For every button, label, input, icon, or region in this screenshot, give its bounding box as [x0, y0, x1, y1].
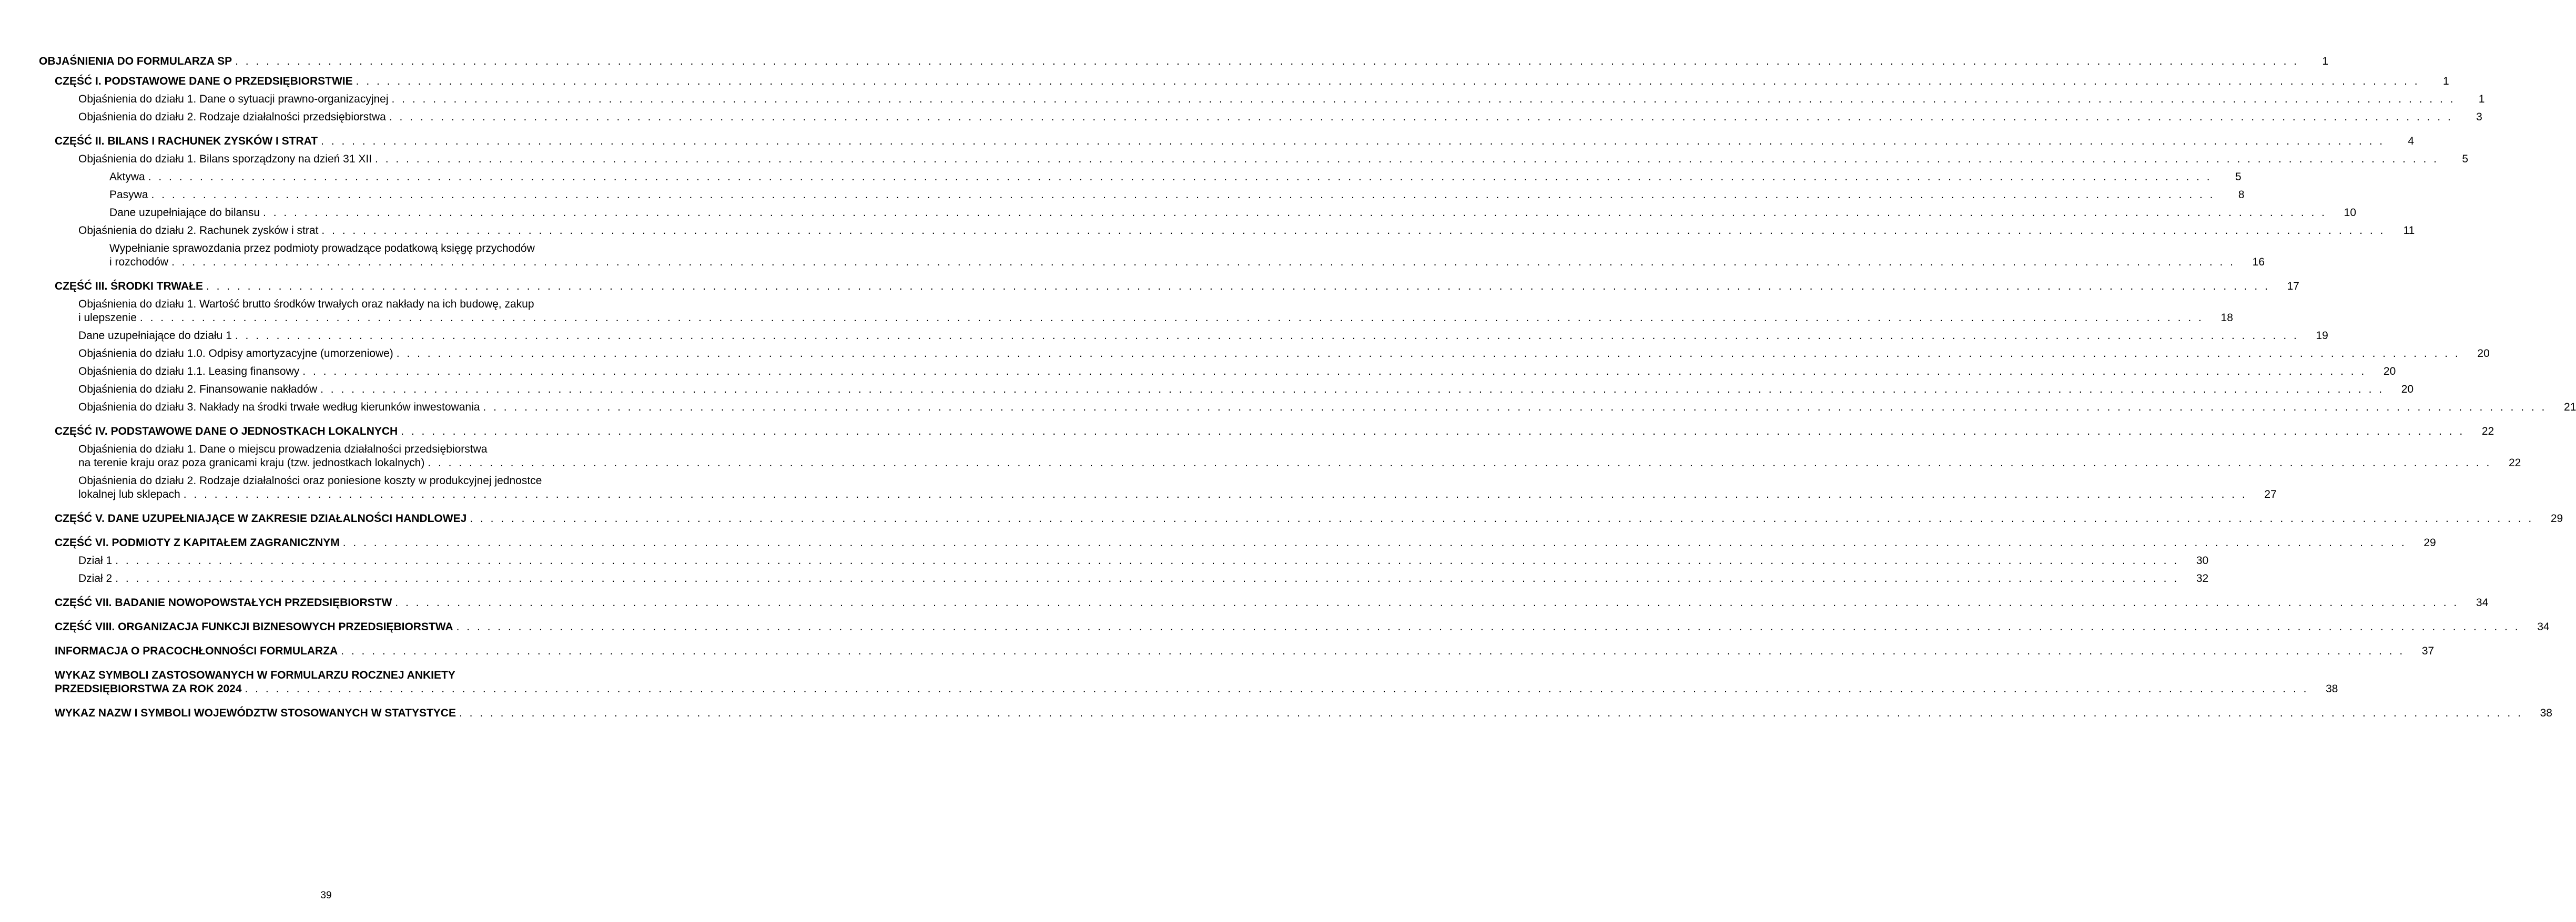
- dot-leader: . . . . . . . . . . . . . . . . . . . . . . . . . . . . . . . . . . . . . . . . . . . . . . . . . . . . . . . . . . . . . . . . . . . . . . . . . . . . . . . . . . . . . . . . . . . . . . . . . . . . . . . . . . . . . . . . . . . . . . . . . . . . . . . . . . . . . . . . . . . . . . . . . . . . . . . . . . . . . . . . . . . . . . . . . . . . . . . . . . . . . . . . . . . . . . . . . . . . . . . .: [321, 224, 2386, 237]
- dot-leader: . . . . . . . . . . . . . . . . . . . . . . . . . . . . . . . . . . . . . . . . . . . . . . . . . . . . . . . . . . . . . . . . . . . . . . . . . . . . . . . . . . . . . . . . . . . . . . . . . . . . . . . . . . . . . . . . . . . . . . . . . . . . . . . . . . . . . . . . . . . . . . . . . . . . . . . . . . . . . . . . . . . . . . . . . . . . . . . . . . . . . . . . . . . . . . . . . . . . . . . .: [148, 171, 2212, 183]
- toc-entry-page-number: 29: [2550, 513, 2563, 525]
- toc-entry[interactable]: [55, 425, 2494, 438]
- toc-entry-title: Pasywa: [109, 189, 148, 201]
- toc-entry-page-number: 27: [2264, 488, 2277, 500]
- toc-entry[interactable]: [78, 443, 2521, 470]
- toc-entry[interactable]: [78, 93, 2485, 106]
- toc-entry-title: Dział 2: [78, 572, 113, 585]
- dot-leader: . . . . . . . . . . . . . . . . . . . . . . . . . . . . . . . . . . . . . . . . . . . . . . . . . . . . . . . . . . . . . . . . . . . . . . . . . . . . . . . . . . . . . . . . . . . . . . . . . . . . . . . . . . . . . . . . . . . . . . . . . . . . . . . . . . . . . . . . . . . . . . . . . . . . . . . . . . . . . . . . . . . . . . . . . . . . . . . . . . . . . . . . . . . . . . . . . . . . . . . .: [171, 256, 2236, 268]
- toc-entry[interactable]: [55, 669, 2338, 696]
- toc-entry-page-number: 16: [2252, 256, 2265, 268]
- toc-entry-page-number: 5: [2235, 171, 2242, 183]
- toc-entry-title: Dane uzupełniające do działu 1: [78, 330, 232, 342]
- toc-entry-page-number: 22: [2481, 425, 2494, 437]
- dot-leader: . . . . . . . . . . . . . . . . . . . . . . . . . . . . . . . . . . . . . . . . . . . . . . . . . . . . . . . . . . . . . . . . . . . . . . . . . . . . . . . . . . . . . . . . . . . . . . . . . . . . . . . . . . . . . . . . . . . . . . . . . . . . . . . . . . . . . . . . . . . . . . . . . . . . . . . . . . . . . . . . . . . . . . . . . . . . . . . . . . . . . . . . . . . . . . . . . . . . . . . .: [235, 55, 2299, 67]
- dot-leader: . . . . . . . . . . . . . . . . . . . . . . . . . . . . . . . . . . . . . . . . . . . . . . . . . . . . . . . . . . . . . . . . . . . . . . . . . . . . . . . . . . . . . . . . . . . . . . . . . . . . . . . . . . . . . . . . . . . . . . . . . . . . . . . . . . . . . . . . . . . . . . . . . . . . . . . . . . . . . . . . . . . . . . . . . . . . . . . . . . . . . . . . . . . . . . . . . . . . . . . .: [320, 383, 2385, 395]
- toc-entry-page-number: 38: [2540, 707, 2552, 719]
- toc-entry-title: Aktywa: [109, 171, 145, 183]
- dot-leader: . . . . . . . . . . . . . . . . . . . . . . . . . . . . . . . . . . . . . . . . . . . . . . . . . . . . . . . . . . . . . . . . . . . . . . . . . . . . . . . . . . . . . . . . . . . . . . . . . . . . . . . . . . . . . . . . . . . . . . . . . . . . . . . . . . . . . . . . . . . . . . . . . . . . . . . . . . . . . . . . . . . . . . . . . . . . . . . . . . . . . . . . . . . . . . . . . . . . . . . .: [263, 207, 2327, 219]
- dot-leader: . . . . . . . . . . . . . . . . . . . . . . . . . . . . . . . . . . . . . . . . . . . . . . . . . . . . . . . . . . . . . . . . . . . . . . . . . . . . . . . . . . . . . . . . . . . . . . . . . . . . . . . . . . . . . . . . . . . . . . . . . . . . . . . . . . . . . . . . . . . . . . . . . . . . . . . . . . . . . . . . . . . . . . . . . . . . . . . . . . . . . . . . . . . . . . . . . . . . . . . .: [456, 621, 2520, 633]
- dot-leader: . . . . . . . . . . . . . . . . . . . . . . . . . . . . . . . . . . . . . . . . . . . . . . . . . . . . . . . . . . . . . . . . . . . . . . . . . . . . . . . . . . . . . . . . . . . . . . . . . . . . . . . . . . . . . . . . . . . . . . . . . . . . . . . . . . . . . . . . . . . . . . . . . . . . . . . . . . . . . . . . . . . . . . . . . . . . . . . . . . . . . . . . . . . . . . . . . . . . . . . .: [115, 572, 2179, 585]
- toc-entry-title: Dane uzupełniające do bilansu: [109, 207, 260, 219]
- toc-entry[interactable]: [109, 206, 2357, 220]
- dot-leader: . . . . . . . . . . . . . . . . . . . . . . . . . . . . . . . . . . . . . . . . . . . . . . . . . . . . . . . . . . . . . . . . . . . . . . . . . . . . . . . . . . . . . . . . . . . . . . . . . . . . . . . . . . . . . . . . . . . . . . . . . . . . . . . . . . . . . . . . . . . . . . . . . . . . . . . . . . . . . . . . . . . . . . . . . . . . . . . . . . . . . . . . . . . . . . . . . . . . . . . .: [375, 153, 2439, 165]
- dot-leader: . . . . . . . . . . . . . . . . . . . . . . . . . . . . . . . . . . . . . . . . . . . . . . . . . . . . . . . . . . . . . . . . . . . . . . . . . . . . . . . . . . . . . . . . . . . . . . . . . . . . . . . . . . . . . . . . . . . . . . . . . . . . . . . . . . . . . . . . . . . . . . . . . . . . . . . . . . . . . . . . . . . . . . . . . . . . . . . . . . . . . . . . . . . . . . . . . . . . . . . .: [395, 597, 2459, 609]
- toc-entry-page-number: 5: [2462, 153, 2468, 165]
- toc-entry[interactable]: [78, 298, 2233, 325]
- toc-entry-page-number: 34: [2537, 621, 2550, 633]
- toc-entry-page-number: 4: [2408, 135, 2415, 147]
- toc-entry[interactable]: [78, 329, 2328, 343]
- toc-entry[interactable]: [78, 572, 2209, 586]
- toc-entry[interactable]: [55, 536, 2436, 550]
- toc-entry-page-number: 18: [2220, 312, 2233, 324]
- toc-entry-page-number: 29: [2423, 537, 2436, 549]
- dot-leader: . . . . . . . . . . . . . . . . . . . . . . . . . . . . . . . . . . . . . . . . . . . . . . . . . . . . . . . . . . . . . . . . . . . . . . . . . . . . . . . . . . . . . . . . . . . . . . . . . . . . . . . . . . . . . . . . . . . . . . . . . . . . . . . . . . . . . . . . . . . . . . . . . . . . . . . . . . . . . . . . . . . . . . . . . . . . . . . . . . . . . . . . . . . . . . . . . . . . . . . .: [459, 707, 2523, 719]
- toc-entry-page-number: 8: [2238, 189, 2245, 201]
- toc-entry-title: Dział 1: [78, 555, 113, 567]
- toc-entry[interactable]: [55, 280, 2299, 293]
- toc-entry-title-first-line: Wypełnianie sprawozdania przez podmioty prowadzące podatkową księgę przychodów: [109, 242, 535, 254]
- toc-entry-title: CZĘŚĆ VII. BADANIE NOWOPOWSTAŁYCH PRZEDSIĘBIORSTW: [55, 597, 392, 609]
- toc-entry[interactable]: [55, 596, 2489, 610]
- toc-entry[interactable]: [78, 365, 2396, 378]
- dot-leader: . . . . . . . . . . . . . . . . . . . . . . . . . . . . . . . . . . . . . . . . . . . . . . . . . . . . . . . . . . . . . . . . . . . . . . . . . . . . . . . . . . . . . . . . . . . . . . . . . . . . . . . . . . . . . . . . . . . . . . . . . . . . . . . . . . . . . . . . . . . . . . . . . . . . . . . . . . . . . . . . . . . . . . . . . . . . . . . . . . . . . . . . . . . . . . . . . . . . . . . .: [389, 111, 2453, 123]
- toc-entry-page-number: 1: [2322, 55, 2329, 67]
- toc-entry-title: INFORMACJA O PRACOCHŁONNOŚCI FORMULARZA: [55, 645, 338, 657]
- dot-leader: . . . . . . . . . . . . . . . . . . . . . . . . . . . . . . . . . . . . . . . . . . . . . . . . . . . . . . . . . . . . . . . . . . . . . . . . . . . . . . . . . . . . . . . . . . . . . . . . . . . . . . . . . . . . . . . . . . . . . . . . . . . . . . . . . . . . . . . . . . . . . . . . . . . . . . . . . . . . . . . . . . . . . . . . . . . . . . . . . . . . . . . . . . . . . . . . . . . . . . . .: [342, 537, 2407, 549]
- dot-leader: . . . . . . . . . . . . . . . . . . . . . . . . . . . . . . . . . . . . . . . . . . . . . . . . . . . . . . . . . . . . . . . . . . . . . . . . . . . . . . . . . . . . . . . . . . . . . . . . . . . . . . . . . . . . . . . . . . . . . . . . . . . . . . . . . . . . . . . . . . . . . . . . . . . . . . . . . . . . . . . . . . . . . . . . . . . . . . . . . . . . . . . . . . . . . . . . . . . . . . . .: [245, 683, 2309, 695]
- dot-leader: . . . . . . . . . . . . . . . . . . . . . . . . . . . . . . . . . . . . . . . . . . . . . . . . . . . . . . . . . . . . . . . . . . . . . . . . . . . . . . . . . . . . . . . . . . . . . . . . . . . . . . . . . . . . . . . . . . . . . . . . . . . . . . . . . . . . . . . . . . . . . . . . . . . . . . . . . . . . . . . . . . . . . . . . . . . . . . . . . . . . . . . . . . . . . . . . . . . . . . . .: [235, 330, 2299, 342]
- toc-entry-title: Objaśnienia do działu 1.0. Odpisy amortyzacyjne (umorzeniowe): [78, 347, 393, 360]
- dot-leader: . . . . . . . . . . . . . . . . . . . . . . . . . . . . . . . . . . . . . . . . . . . . . . . . . . . . . . . . . . . . . . . . . . . . . . . . . . . . . . . . . . . . . . . . . . . . . . . . . . . . . . . . . . . . . . . . . . . . . . . . . . . . . . . . . . . . . . . . . . . . . . . . . . . . . . . . . . . . . . . . . . . . . . . . . . . . . . . . . . . . . . . . . . . . . . . . . . . . . . . .: [341, 645, 2405, 657]
- toc-entry-title: CZĘŚĆ VIII. ORGANIZACJA FUNKCJI BIZNESOWYCH PRZEDSIĘBIORSTWA: [55, 621, 453, 633]
- toc-entry[interactable]: [55, 644, 2435, 658]
- toc-entry-title: i ulepszenie: [78, 312, 137, 324]
- toc-entry-title: CZĘŚĆ VI. PODMIOTY Z KAPITAŁEM ZAGRANICZNYM: [55, 537, 340, 549]
- toc-entry-title-first-line: Objaśnienia do działu 1. Dane o miejscu prowadzenia działalności przedsiębiorstwa: [78, 443, 488, 455]
- toc-entry[interactable]: [55, 706, 2552, 720]
- toc-entry-title: Objaśnienia do działu 1.1. Leasing finansowy: [78, 365, 300, 377]
- toc-entry-page-number: 10: [2344, 207, 2357, 219]
- toc-entry[interactable]: [55, 512, 2563, 526]
- toc-entry-title: CZĘŚĆ I. PODSTAWOWE DANE O PRZEDSIĘBIORSTWIE: [55, 75, 353, 87]
- toc-entry-page-number: 32: [2196, 572, 2209, 585]
- toc-entry-title: CZĘŚĆ II. BILANS I RACHUNEK ZYSKÓW I STRAT: [55, 135, 318, 147]
- dot-leader: . . . . . . . . . . . . . . . . . . . . . . . . . . . . . . . . . . . . . . . . . . . . . . . . . . . . . . . . . . . . . . . . . . . . . . . . . . . . . . . . . . . . . . . . . . . . . . . . . . . . . . . . . . . . . . . . . . . . . . . . . . . . . . . . . . . . . . . . . . . . . . . . . . . . . . . . . . . . . . . . . . . . . . . . . . . . . . . . . . . . . . . . . . . . . . . . . . . . . . . .: [396, 347, 2460, 360]
- toc-entry[interactable]: [78, 474, 2277, 501]
- toc-entry-title: CZĘŚĆ III. ŚRODKI TRWAŁE: [55, 280, 203, 292]
- toc-entry[interactable]: [78, 401, 2576, 414]
- toc-entry-title-first-line: Objaśnienia do działu 2. Rodzaje działalności oraz poniesione koszty w produkcyjnej jednostce: [78, 475, 542, 487]
- toc-entry-title: PRZEDSIĘBIORSTWA ZA ROK 2024: [55, 683, 242, 695]
- toc-entry-title: na terenie kraju oraz poza granicami kraju (tzw. jednostkach lokalnych): [78, 457, 425, 469]
- toc-entry[interactable]: [78, 383, 2414, 396]
- dot-leader: . . . . . . . . . . . . . . . . . . . . . . . . . . . . . . . . . . . . . . . . . . . . . . . . . . . . . . . . . . . . . . . . . . . . . . . . . . . . . . . . . . . . . . . . . . . . . . . . . . . . . . . . . . . . . . . . . . . . . . . . . . . . . . . . . . . . . . . . . . . . . . . . . . . . . . . . . . . . . . . . . . . . . . . . . . . . . . . . . . . . . . . . . . . . . . . . . . . . . . . .: [391, 93, 2456, 105]
- dot-leader: . . . . . . . . . . . . . . . . . . . . . . . . . . . . . . . . . . . . . . . . . . . . . . . . . . . . . . . . . . . . . . . . . . . . . . . . . . . . . . . . . . . . . . . . . . . . . . . . . . . . . . . . . . . . . . . . . . . . . . . . . . . . . . . . . . . . . . . . . . . . . . . . . . . . . . . . . . . . . . . . . . . . . . . . . . . . . . . . . . . . . . . . . . . . . . . . . . . . . . . .: [151, 189, 2215, 201]
- toc-entry-page-number: 17: [2287, 280, 2299, 292]
- toc-entry-page-number: 20: [2477, 347, 2490, 360]
- toc-entry-title: lokalnej lub sklepach: [78, 488, 180, 500]
- toc-entry-page-number: 3: [2476, 111, 2482, 123]
- toc-entry-page-number: 20: [2383, 365, 2396, 377]
- dot-leader: . . . . . . . . . . . . . . . . . . . . . . . . . . . . . . . . . . . . . . . . . . . . . . . . . . . . . . . . . . . . . . . . . . . . . . . . . . . . . . . . . . . . . . . . . . . . . . . . . . . . . . . . . . . . . . . . . . . . . . . . . . . . . . . . . . . . . . . . . . . . . . . . . . . . . . . . . . . . . . . . . . . . . . . . . . . . . . . . . . . . . . . . . . . . . . . . . . . . . . . .: [115, 555, 2179, 567]
- toc-entry-page-number: 19: [2316, 330, 2328, 342]
- toc-entry-page-number: 34: [2476, 597, 2489, 609]
- toc-entry[interactable]: [78, 224, 2415, 238]
- toc-entry-page-number: 30: [2196, 555, 2209, 567]
- dot-leader: . . . . . . . . . . . . . . . . . . . . . . . . . . . . . . . . . . . . . . . . . . . . . . . . . . . . . . . . . . . . . . . . . . . . . . . . . . . . . . . . . . . . . . . . . . . . . . . . . . . . . . . . . . . . . . . . . . . . . . . . . . . . . . . . . . . . . . . . . . . . . . . . . . . . . . . . . . . . . . . . . . . . . . . . . . . . . . . . . . . . . . . . . . . . . . . . . . . . . . . .: [483, 401, 2547, 413]
- dot-leader: . . . . . . . . . . . . . . . . . . . . . . . . . . . . . . . . . . . . . . . . . . . . . . . . . . . . . . . . . . . . . . . . . . . . . . . . . . . . . . . . . . . . . . . . . . . . . . . . . . . . . . . . . . . . . . . . . . . . . . . . . . . . . . . . . . . . . . . . . . . . . . . . . . . . . . . . . . . . . . . . . . . . . . . . . . . . . . . . . . . . . . . . . . . . . . . . . . . . . . . .: [139, 312, 2204, 324]
- toc-entry[interactable]: [55, 620, 2550, 634]
- dot-leader: . . . . . . . . . . . . . . . . . . . . . . . . . . . . . . . . . . . . . . . . . . . . . . . . . . . . . . . . . . . . . . . . . . . . . . . . . . . . . . . . . . . . . . . . . . . . . . . . . . . . . . . . . . . . . . . . . . . . . . . . . . . . . . . . . . . . . . . . . . . . . . . . . . . . . . . . . . . . . . . . . . . . . . . . . . . . . . . . . . . . . . . . . . . . . . . . . . . . . . . .: [302, 365, 2367, 377]
- toc-entry-title: Objaśnienia do działu 3. Nakłady na środki trwałe według kierunków inwestowania: [78, 401, 480, 413]
- toc-entry-title: WYKAZ NAZW I SYMBOLI WOJEWÓDZTW STOSOWANYCH W STATYSTYCE: [55, 707, 456, 719]
- toc-entry-page-number: 21: [2564, 401, 2576, 413]
- toc-entry[interactable]: [109, 242, 2265, 269]
- toc-entry-page-number: 37: [2421, 645, 2435, 657]
- toc-entry[interactable]: [39, 55, 2329, 68]
- toc-entry-title: Objaśnienia do działu 1. Bilans sporządzony na dzień 31 XII: [78, 153, 372, 165]
- dot-leader: . . . . . . . . . . . . . . . . . . . . . . . . . . . . . . . . . . . . . . . . . . . . . . . . . . . . . . . . . . . . . . . . . . . . . . . . . . . . . . . . . . . . . . . . . . . . . . . . . . . . . . . . . . . . . . . . . . . . . . . . . . . . . . . . . . . . . . . . . . . . . . . . . . . . . . . . . . . . . . . . . . . . . . . . . . . . . . . . . . . . . . . . . . . . . . . . . . . . . . . .: [183, 488, 2247, 500]
- dot-leader: . . . . . . . . . . . . . . . . . . . . . . . . . . . . . . . . . . . . . . . . . . . . . . . . . . . . . . . . . . . . . . . . . . . . . . . . . . . . . . . . . . . . . . . . . . . . . . . . . . . . . . . . . . . . . . . . . . . . . . . . . . . . . . . . . . . . . . . . . . . . . . . . . . . . . . . . . . . . . . . . . . . . . . . . . . . . . . . . . . . . . . . . . . . . . . . . . . . . . . . .: [321, 135, 2385, 147]
- toc-entry-title: CZĘŚĆ V. DANE UZUPEŁNIAJĄCE W ZAKRESIE DZIAŁALNOŚCI HANDLOWEJ: [55, 513, 467, 525]
- toc-entry-page-number: 38: [2326, 683, 2338, 695]
- table-of-contents: [0, 50, 2576, 720]
- toc-entry[interactable]: [78, 554, 2209, 568]
- toc-entry[interactable]: [55, 135, 2415, 148]
- toc-entry-title: CZĘŚĆ IV. PODSTAWOWE DANE O JEDNOSTKACH LOKALNYCH: [55, 425, 398, 437]
- toc-entry[interactable]: [78, 110, 2482, 124]
- dot-leader: . . . . . . . . . . . . . . . . . . . . . . . . . . . . . . . . . . . . . . . . . . . . . . . . . . . . . . . . . . . . . . . . . . . . . . . . . . . . . . . . . . . . . . . . . . . . . . . . . . . . . . . . . . . . . . . . . . . . . . . . . . . . . . . . . . . . . . . . . . . . . . . . . . . . . . . . . . . . . . . . . . . . . . . . . . . . . . . . . . . . . . . . . . . . . . . . . . . . . . . .: [470, 513, 2534, 525]
- dot-leader: . . . . . . . . . . . . . . . . . . . . . . . . . . . . . . . . . . . . . . . . . . . . . . . . . . . . . . . . . . . . . . . . . . . . . . . . . . . . . . . . . . . . . . . . . . . . . . . . . . . . . . . . . . . . . . . . . . . . . . . . . . . . . . . . . . . . . . . . . . . . . . . . . . . . . . . . . . . . . . . . . . . . . . . . . . . . . . . . . . . . . . . . . . . . . . . . . . . . . . . .: [356, 75, 2420, 87]
- toc-entry-title-first-line: Objaśnienia do działu 1. Wartość brutto środków trwałych oraz nakłady na ich budowę, zakup: [78, 298, 534, 310]
- dot-leader: . . . . . . . . . . . . . . . . . . . . . . . . . . . . . . . . . . . . . . . . . . . . . . . . . . . . . . . . . . . . . . . . . . . . . . . . . . . . . . . . . . . . . . . . . . . . . . . . . . . . . . . . . . . . . . . . . . . . . . . . . . . . . . . . . . . . . . . . . . . . . . . . . . . . . . . . . . . . . . . . . . . . . . . . . . . . . . . . . . . . . . . . . . . . . . . . . . . . . . . .: [206, 280, 2270, 292]
- toc-entry-title: i rozchodów: [109, 256, 169, 268]
- toc-entry-page-number: 11: [2403, 224, 2415, 237]
- page-number: 39: [320, 890, 332, 901]
- toc-entry-title: Objaśnienia do działu 2. Rodzaje działalności przedsiębiorstwa: [78, 111, 386, 123]
- toc-entry[interactable]: [55, 75, 2449, 88]
- toc-entry[interactable]: [109, 170, 2242, 184]
- toc-entry-title-first-line: WYKAZ SYMBOLI ZASTOSOWANYCH W FORMULARZU ROCZNEJ ANKIETY: [55, 669, 455, 681]
- toc-entry-title: Objaśnienia do działu 1. Dane o sytuacji prawno-organizacyjnej: [78, 93, 389, 105]
- toc-entry-title: Objaśnienia do działu 2. Rachunek zysków i strat: [78, 224, 319, 237]
- dot-leader: . . . . . . . . . . . . . . . . . . . . . . . . . . . . . . . . . . . . . . . . . . . . . . . . . . . . . . . . . . . . . . . . . . . . . . . . . . . . . . . . . . . . . . . . . . . . . . . . . . . . . . . . . . . . . . . . . . . . . . . . . . . . . . . . . . . . . . . . . . . . . . . . . . . . . . . . . . . . . . . . . . . . . . . . . . . . . . . . . . . . . . . . . . . . . . . . . . . . . . . .: [428, 457, 2492, 469]
- toc-entry-page-number: 20: [2401, 383, 2414, 395]
- toc-entry[interactable]: [78, 152, 2468, 166]
- toc-entry[interactable]: [109, 188, 2245, 202]
- toc-entry[interactable]: [78, 347, 2490, 361]
- toc-entry-title: OBJAŚNIENIA DO FORMULARZA SP: [39, 55, 232, 67]
- toc-entry-page-number: 22: [2508, 457, 2521, 469]
- toc-entry-page-number: 1: [2478, 93, 2485, 105]
- toc-entry-title: Objaśnienia do działu 2. Finansowanie nakładów: [78, 383, 318, 395]
- toc-entry-page-number: 1: [2442, 75, 2449, 87]
- dot-leader: . . . . . . . . . . . . . . . . . . . . . . . . . . . . . . . . . . . . . . . . . . . . . . . . . . . . . . . . . . . . . . . . . . . . . . . . . . . . . . . . . . . . . . . . . . . . . . . . . . . . . . . . . . . . . . . . . . . . . . . . . . . . . . . . . . . . . . . . . . . . . . . . . . . . . . . . . . . . . . . . . . . . . . . . . . . . . . . . . . . . . . . . . . . . . . . . . . . . . . . .: [401, 425, 2465, 437]
